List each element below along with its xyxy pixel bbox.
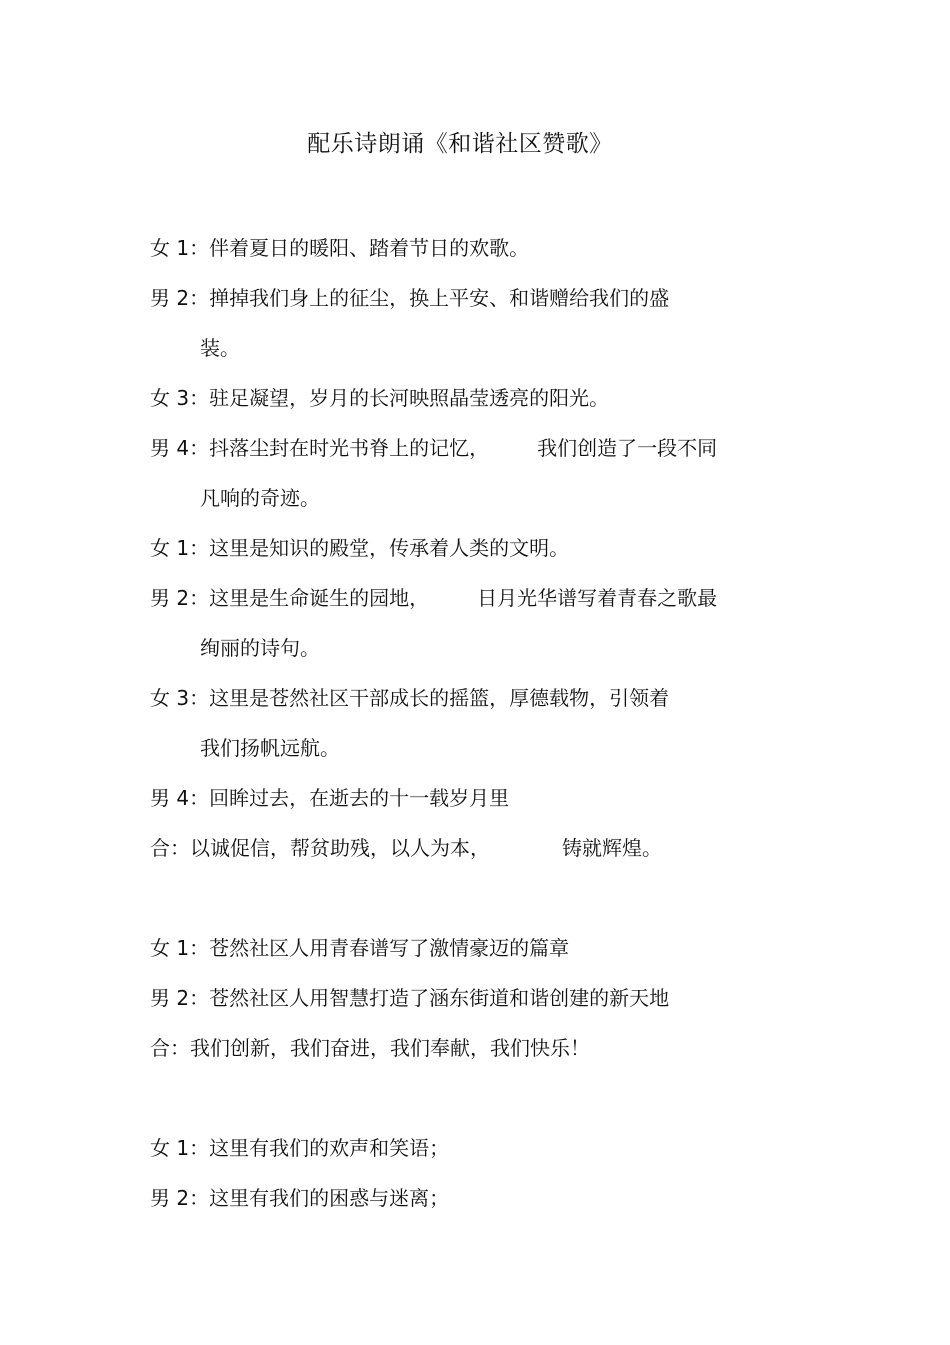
poem-line: 女 1：伴着夏日的暖阳、踏着节日的欢歌。	[150, 236, 530, 260]
poem-line-part: 男 4：抖落尘封在时光书脊上的记忆，	[150, 436, 490, 460]
poem-line: 男 2：苍然社区人用智慧打造了涵东街道和谐创建的新天地	[150, 986, 670, 1010]
page-title: 配乐诗朗诵《和谐社区赞歌》	[307, 131, 613, 157]
poem-line	[150, 430, 850, 480]
poem-line-part: 日月光华谱写着青春之歌最	[477, 586, 718, 610]
poem-line-part: 合：以诚促信，帮贫助残，以人为本，	[150, 836, 490, 860]
poem-body	[150, 230, 850, 1230]
poem-line-continuation: 装。	[200, 336, 240, 360]
poem-line: 女 3：这里是苍然社区干部成长的摇篮，厚德载物，引领着	[150, 686, 670, 710]
stanza-break	[150, 880, 850, 930]
poem-line: 女 1：这里有我们的欢声和笑语；	[150, 1136, 450, 1160]
poem-line: 女 1：这里是知识的殿堂，传承着人类的文明。	[150, 536, 570, 560]
poem-line: 合：我们创新，我们奋进，我们奉献，我们快乐！	[150, 1036, 590, 1060]
poem-line-part: 男 2：这里是生命诞生的园地，	[150, 586, 430, 610]
poem-line	[150, 830, 850, 880]
stanza-break	[150, 1080, 850, 1130]
poem-line: 男 2：这里有我们的困惑与迷离；	[150, 1186, 450, 1210]
poem-line-continuation: 我们扬帆远航。	[200, 736, 340, 760]
poem-line: 女 1：苍然社区人用青春谱写了激情豪迈的篇章	[150, 936, 570, 960]
poem-line-part: 我们创造了一段不同	[537, 436, 718, 460]
poem-line-part: 铸就辉煌。	[562, 836, 662, 860]
poem-line-continuation: 凡响的奇迹。	[200, 486, 320, 510]
poem-line-continuation: 绚丽的诗句。	[200, 636, 320, 660]
poem-line: 女 3：驻足凝望，岁月的长河映照晶莹透亮的阳光。	[150, 386, 610, 410]
poem-line: 男 4：回眸过去，在逝去的十一载岁月里	[150, 786, 510, 810]
poem-line	[150, 580, 850, 630]
poem-line: 男 2：掸掉我们身上的征尘，换上平安、和谐赠给我们的盛	[150, 286, 670, 310]
